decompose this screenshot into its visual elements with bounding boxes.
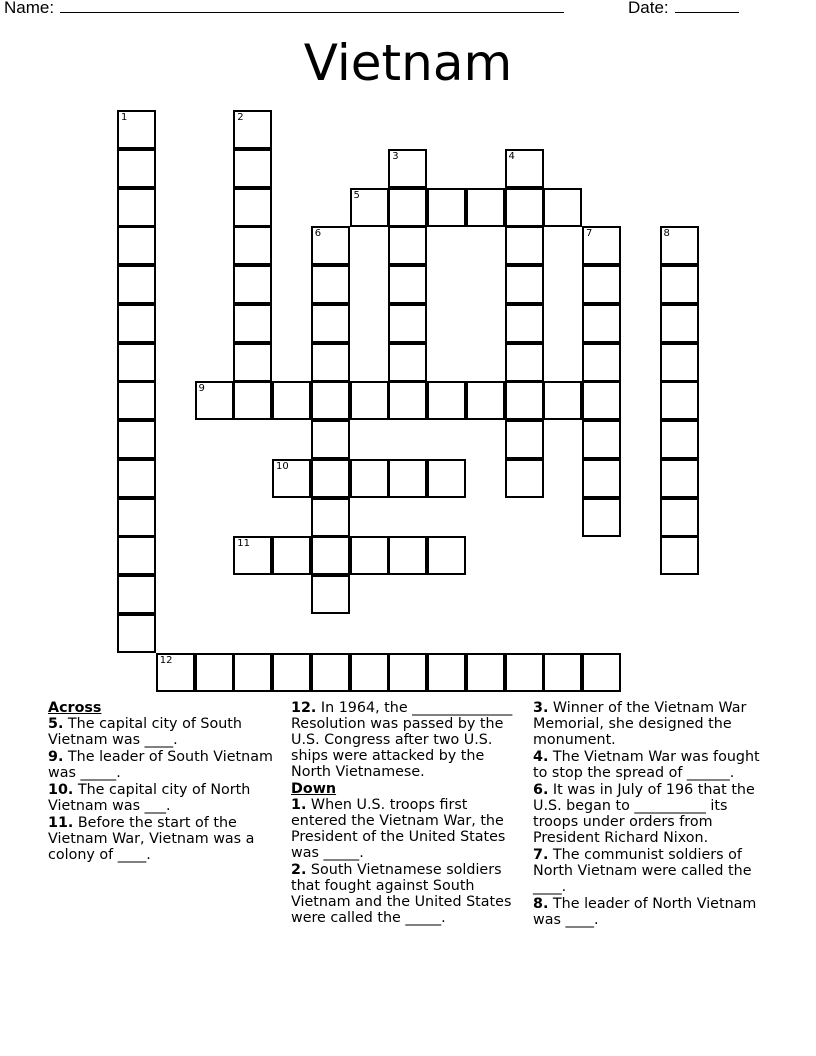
grid-cell[interactable] [505, 420, 544, 459]
clue-text: Before the start of the Vietnam War, Vietnam was a colony of ____. [48, 815, 255, 863]
grid-cell[interactable] [272, 459, 311, 498]
clue-number: 11. [48, 815, 74, 831]
clue-number: 2. [291, 862, 307, 878]
cell-number: 6 [314, 228, 322, 240]
cell-number: 7 [586, 228, 593, 240]
clue-number: 6. [533, 782, 549, 798]
clue-text: The Vietnam War was fought to stop the spread of ______. [533, 749, 760, 781]
grid-cell[interactable] [660, 459, 699, 498]
grid-cell[interactable] [233, 149, 272, 188]
grid-cell[interactable] [311, 459, 350, 498]
grid-cell[interactable] [272, 536, 311, 575]
cell-number: 3 [392, 150, 399, 162]
clue-number: 1. [291, 797, 307, 813]
cell-number: 2 [237, 112, 244, 123]
cell-number: 4 [508, 150, 515, 162]
grid-cell[interactable] [233, 265, 272, 304]
cell-number: 10 [276, 460, 289, 472]
grid-cell[interactable] [427, 536, 466, 575]
grid-cell[interactable] [117, 381, 156, 420]
grid-cell[interactable] [233, 188, 272, 227]
grid-cell[interactable] [505, 653, 544, 692]
grid-cell[interactable] [311, 498, 350, 537]
grid-cell[interactable] [388, 381, 427, 420]
grid-cell[interactable] [660, 304, 699, 343]
grid-cell[interactable] [505, 304, 544, 343]
clue-text: Winner of the Vietnam War Memorial, she designed the monument. [533, 700, 747, 748]
grid-cell[interactable] [388, 226, 427, 265]
grid-cell[interactable] [505, 381, 544, 420]
across-heading: Across [48, 700, 102, 716]
grid-cell[interactable] [350, 188, 389, 227]
grid-cell[interactable] [466, 381, 505, 420]
grid-cell[interactable] [117, 614, 156, 653]
clue-column-1 [48, 700, 280, 864]
clue-down-7 [533, 847, 765, 895]
grid-cell[interactable] [582, 381, 621, 420]
grid-cell[interactable] [660, 420, 699, 459]
clue-number: 5. [48, 716, 64, 732]
grid-cell[interactable] [311, 653, 350, 692]
grid-cell[interactable] [543, 381, 582, 420]
grid-cell[interactable] [350, 459, 389, 498]
grid-cell[interactable] [427, 381, 466, 420]
clue-column-2 [291, 700, 523, 927]
grid-cell[interactable] [117, 304, 156, 343]
grid-cell[interactable] [117, 265, 156, 304]
grid-cell[interactable] [233, 226, 272, 265]
clue-text: When U.S. troops first entered the Vietnam War, the President of the United States was _____. [291, 797, 506, 861]
grid-cell[interactable] [660, 536, 699, 575]
grid-cell[interactable] [505, 265, 544, 304]
grid-cell[interactable] [660, 226, 699, 265]
grid-cell[interactable] [427, 188, 466, 227]
grid-cell[interactable] [582, 304, 621, 343]
grid-cell[interactable] [117, 226, 156, 265]
grid-cell[interactable] [388, 459, 427, 498]
grid-cell[interactable] [233, 536, 272, 575]
grid-cell[interactable] [311, 304, 350, 343]
clue-across-12 [291, 700, 523, 780]
cell-number: 9 [198, 383, 205, 395]
grid-cell[interactable] [660, 265, 699, 304]
clue-down-8 [533, 896, 765, 928]
grid-cell[interactable] [505, 459, 544, 498]
grid-cell[interactable] [388, 149, 427, 188]
cell-number: 5 [353, 189, 360, 201]
grid-cell[interactable] [350, 536, 389, 575]
grid-cell[interactable] [388, 653, 427, 692]
grid-cell[interactable] [388, 265, 427, 304]
clue-column-3 [533, 700, 765, 929]
clue-number: 7. [533, 847, 549, 863]
clue-text: The leader of North Vietnam was ____. [533, 896, 757, 928]
grid-cell[interactable] [233, 110, 272, 149]
clue-across-10 [48, 782, 280, 814]
grid-cell[interactable] [195, 653, 234, 692]
grid-cell[interactable] [505, 226, 544, 265]
clue-down-6 [533, 782, 765, 846]
date-label: Date: [628, 0, 669, 17]
clue-number: 12. [291, 700, 317, 716]
grid-cell[interactable] [660, 498, 699, 537]
grid-cell[interactable] [233, 653, 272, 692]
clue-text: It was in July of 196 that the U.S. began to __________ its troops under orders from President Richard Nixon. [533, 782, 755, 846]
grid-cell[interactable] [311, 575, 350, 614]
grid-cell[interactable] [272, 381, 311, 420]
grid-cell[interactable] [388, 343, 427, 382]
grid-cell[interactable] [233, 343, 272, 382]
grid-cell[interactable] [388, 536, 427, 575]
clue-number: 4. [533, 749, 549, 765]
cell-number: 11 [237, 538, 250, 550]
grid-cell[interactable] [427, 459, 466, 498]
grid-cell[interactable] [505, 343, 544, 382]
grid-cell[interactable] [117, 110, 156, 149]
grid-cell[interactable] [388, 304, 427, 343]
grid-cell[interactable] [156, 653, 195, 692]
clue-down-2 [291, 862, 523, 926]
down-heading: Down [291, 781, 337, 797]
grid-cell[interactable] [117, 498, 156, 537]
grid-cell[interactable] [311, 381, 350, 420]
grid-cell[interactable] [117, 149, 156, 188]
grid-cell[interactable] [466, 653, 505, 692]
clue-number: 10. [48, 782, 74, 798]
grid-cell[interactable] [505, 188, 544, 227]
clue-across-11 [48, 815, 280, 863]
clue-down-4 [533, 749, 765, 781]
grid-cell[interactable] [117, 343, 156, 382]
grid-cell[interactable] [272, 653, 311, 692]
clue-down-1 [291, 797, 523, 861]
grid-cell[interactable] [466, 188, 505, 227]
grid-cell[interactable] [350, 381, 389, 420]
clue-text: The capital city of North Vietnam was ___. [48, 782, 251, 814]
clue-number: 3. [533, 700, 549, 716]
grid-cell[interactable] [582, 459, 621, 498]
grid-cell[interactable] [117, 536, 156, 575]
grid-cell[interactable] [388, 188, 427, 227]
grid-cell[interactable] [543, 653, 582, 692]
grid-cell[interactable] [311, 265, 350, 304]
grid-cell[interactable] [582, 265, 621, 304]
grid-cell[interactable] [543, 188, 582, 227]
cell-number: 8 [663, 228, 670, 240]
grid-cell[interactable] [660, 381, 699, 420]
grid-cell[interactable] [311, 226, 350, 265]
grid-cell[interactable] [311, 343, 350, 382]
grid-cell[interactable] [582, 653, 621, 692]
clue-text: The leader of South Vietnam was _____. [48, 749, 273, 781]
grid-cell[interactable] [233, 381, 272, 420]
grid-cell[interactable] [582, 420, 621, 459]
grid-cell[interactable] [117, 575, 156, 614]
clue-number: 8. [533, 896, 549, 912]
grid-cell[interactable] [233, 304, 272, 343]
grid-cell[interactable] [582, 226, 621, 265]
clue-text: The capital city of South Vietnam was ____. [48, 716, 242, 748]
clue-text: In 1964, the ______________ Resolution was passed by the U.S. Congress after two U.S. ships were attacked by the North Vietnamese. [291, 700, 513, 780]
grid-cell[interactable] [427, 653, 466, 692]
grid-cell[interactable] [117, 420, 156, 459]
cell-number: 12 [159, 654, 173, 666]
grid-cell[interactable] [311, 536, 350, 575]
clue-across-5 [48, 716, 280, 748]
puzzle-title: Vietnam [303, 34, 513, 92]
grid-cell[interactable] [195, 381, 234, 420]
grid-cell[interactable] [117, 459, 156, 498]
clue-text: South Vietnamese soldiers that fought against South Vietnam and the United States were called the _____. [291, 862, 512, 926]
grid-cell[interactable] [311, 420, 350, 459]
clue-number: 9. [48, 749, 64, 765]
grid-cell[interactable] [117, 188, 156, 227]
clue-down-3 [533, 700, 765, 748]
clue-text: The communist soldiers of North Vietnam were called the ____. [533, 847, 752, 895]
grid-cell[interactable] [660, 343, 699, 382]
grid-cell[interactable] [582, 343, 621, 382]
cell-number: 1 [121, 112, 128, 123]
grid-cell[interactable] [582, 498, 621, 537]
grid-cell[interactable] [505, 149, 544, 188]
name-label: Name: [4, 0, 55, 17]
grid-cell[interactable] [350, 653, 389, 692]
clue-across-9 [48, 749, 280, 781]
